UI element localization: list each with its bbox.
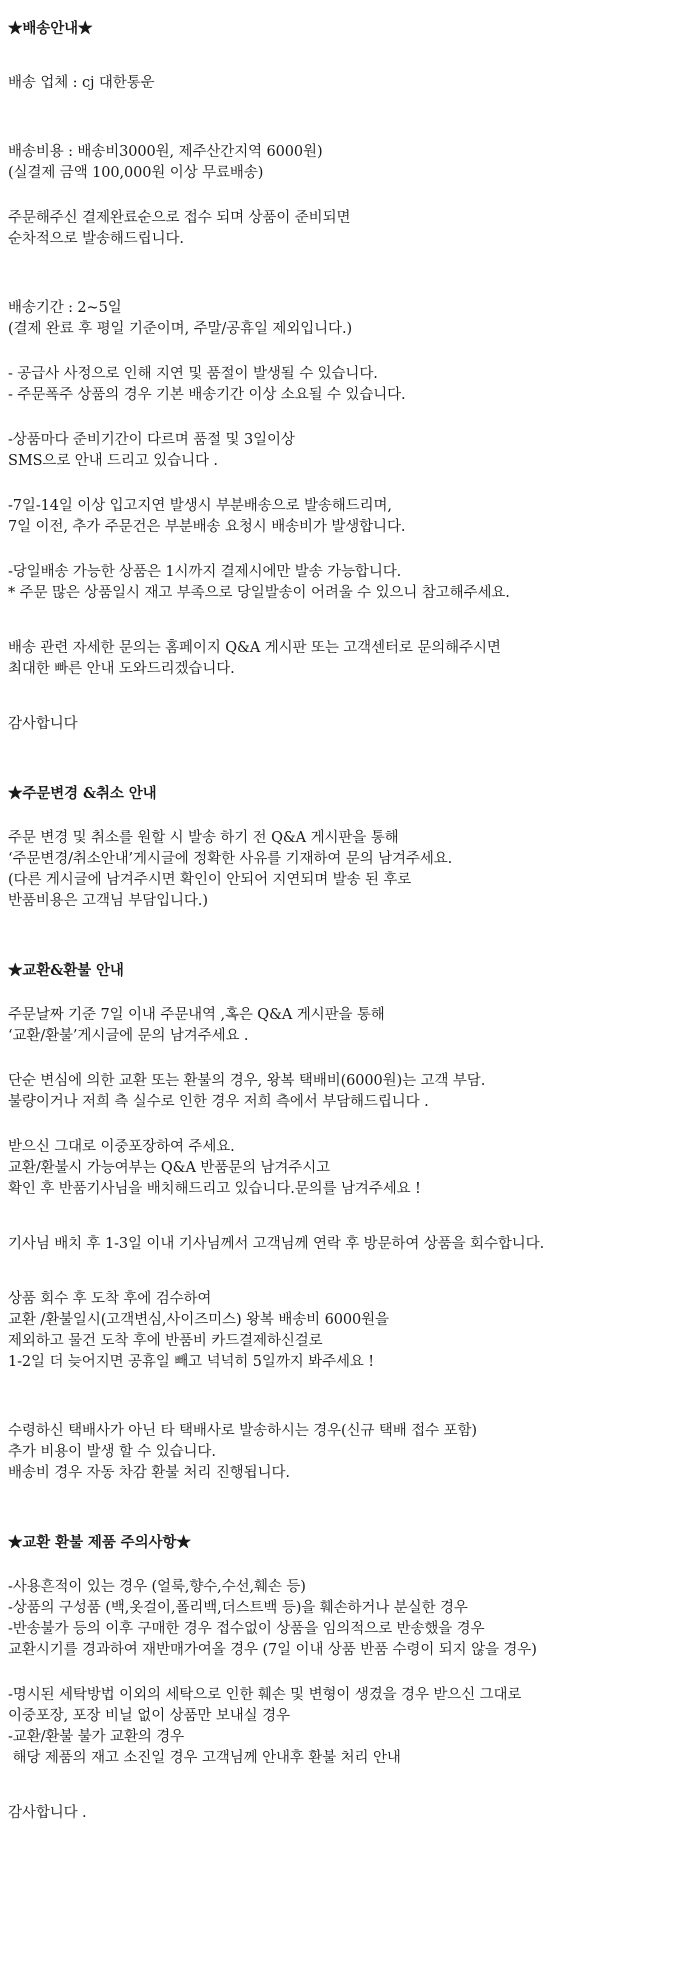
exchange-refund-caution-title-line: ★교환 환불 제품 주의사항★	[8, 1534, 191, 1551]
inspection-after-pickup-line: 교환 /환불일시(고객변심,사이즈미스) 왕복 배송비 6000원을	[8, 1312, 389, 1328]
exchange-refund-title-line: ★교환&환불 안내	[8, 962, 124, 979]
exchange-refund-period-line: 주문날짜 기준 7일 이내 주문내역 ,혹은 Q&A 게시판을 통해	[8, 1007, 385, 1023]
caution-list-1-line: -상품의 구성품 (백,옷걸이,폴리백,더스트백 등)을 훼손하거나 분실한 경우	[8, 1600, 468, 1616]
return-packaging-guide-line: 받으신 그대로 이중포장하여 주세요.	[8, 1139, 235, 1155]
section-spacer	[8, 694, 692, 714]
shipping-fee-line: (실결제 금액 100,000원 이상 무료배송)	[8, 165, 264, 181]
section-spacer	[8, 1127, 692, 1137]
return-packaging-guide	[8, 1137, 692, 1200]
section-spacer	[8, 53, 692, 73]
section-spacer	[8, 1675, 692, 1685]
section-spacer	[8, 749, 692, 783]
change-of-mind-fee	[8, 1071, 692, 1113]
inspection-after-pickup	[8, 1289, 692, 1373]
order-change-title-line: ★주문변경 &취소 안내	[8, 785, 157, 802]
shipping-period	[8, 298, 692, 340]
order-processing-line: 순차적으로 발송해드립니다.	[8, 231, 184, 247]
document-body	[8, 18, 692, 1848]
supply-delay-notice-line: - 공급사 사정으로 인해 지연 및 품절이 발생될 수 있습니다.	[8, 366, 378, 382]
shipping-period-line: (결제 완료 후 평일 기준이며, 주말/공휴일 제외입니다.)	[8, 321, 353, 337]
exchange-refund-period	[8, 1005, 692, 1047]
caution-list-1-line: -반송불가 등의 이후 구매한 경우 접수없이 상품을 임의적으로 반송했을 경우	[8, 1621, 485, 1637]
order-processing	[8, 208, 692, 250]
pickup-schedule	[8, 1234, 692, 1255]
section-spacer	[8, 926, 692, 960]
other-carrier-notice	[8, 1421, 692, 1484]
caution-list-2-line: -교환/환불 불가 교환의 경우	[8, 1729, 185, 1745]
item-prep-notice-line: SMS으로 안내 드리고 있습니다 .	[8, 453, 218, 469]
section-spacer	[8, 1838, 692, 1848]
shipping-carrier-line: 배송 업체 : cj 대한통운	[8, 75, 155, 91]
other-carrier-notice-line: 추가 비용이 발생 할 수 있습니다.	[8, 1444, 216, 1460]
caution-list-1-line: 교환시기를 경과하여 재반매가여올 경우 (7일 이내 상품 반품 수령이 되지 않을 경우)	[8, 1642, 537, 1658]
exchange-refund-caution-title	[8, 1532, 692, 1553]
shipping-guide-title-line: ★배송안내★	[8, 20, 93, 37]
inspection-after-pickup-line: 상품 회수 후 도착 후에 검수하여	[8, 1291, 212, 1307]
section-spacer	[8, 1061, 692, 1071]
section-spacer	[8, 264, 692, 298]
other-carrier-notice-line: 수령하신 택배사가 아닌 타 택배사로 발송하시는 경우(신규 택배 접수 포함)	[8, 1423, 477, 1439]
partial-shipping-notice-line: 7일 이전, 추가 주문건은 부분배송 요청시 배송비가 발생합니다.	[8, 519, 406, 535]
order-change-body-line: 주문 변경 및 취소를 원할 시 발송 하기 전 Q&A 게시판을 통해	[8, 830, 399, 846]
section-spacer	[8, 1387, 692, 1421]
supply-delay-notice-line: - 주문폭주 상품의 경우 기본 배송기간 이상 소요될 수 있습니다.	[8, 387, 406, 403]
change-of-mind-fee-line: 단순 변심에 의한 교환 또는 환불의 경우, 왕복 택배비(6000원)는 고객 부담.	[8, 1073, 486, 1089]
section-spacer	[8, 818, 692, 828]
section-spacer	[8, 1214, 692, 1234]
caution-list-2	[8, 1685, 692, 1769]
return-packaging-guide-line: 교환/환불시 가능여부는 Q&A 반품문의 남겨주시고	[8, 1160, 331, 1176]
caution-list-2-line: -명시된 세탁방법 이외의 세탁으로 인한 훼손 및 변형이 생겼을 경우 받으신 그대로	[8, 1687, 522, 1703]
section-spacer	[8, 1567, 692, 1577]
inquiry-guide-line: 배송 관련 자세한 문의는 홈페이지 Q&A 게시판 또는 고객센터로 문의해주시면	[8, 640, 501, 656]
pickup-schedule-line: 기사님 배치 후 1-3일 이내 기사님께서 고객님께 연락 후 방문하여 상품을 회수합니다.	[8, 1236, 545, 1252]
thanks-1-line: 감사합니다	[8, 716, 78, 732]
caution-list-1	[8, 1577, 692, 1661]
order-change-body-line: ‘주문변경/취소안내’게시글에 정확한 사유를 기재하여 문의 남겨주세요.	[8, 851, 453, 867]
supply-delay-notice	[8, 364, 692, 406]
section-spacer	[8, 354, 692, 364]
thanks-2-line: 감사합니다 .	[8, 1805, 87, 1821]
inspection-after-pickup-line: 제외하고 물건 도착 후에 반품비 카드결제하신걸로	[8, 1333, 323, 1349]
change-of-mind-fee-line: 불량이거나 저희 측 실수로 인한 경우 저희 측에서 부담해드립니다 .	[8, 1094, 429, 1110]
partial-shipping-notice-line: -7일-14일 이상 입고지연 발생시 부분배송으로 발송해드리며,	[8, 498, 392, 514]
exchange-refund-title	[8, 960, 692, 981]
section-spacer	[8, 618, 692, 638]
caution-list-1-line: -사용흔적이 있는 경우 (얼룩,향수,수선,훼손 등)	[8, 1579, 306, 1595]
order-change-body-line: (다른 게시글에 남겨주시면 확인이 안되어 지연되며 발송 된 후로	[8, 872, 412, 888]
section-spacer	[8, 1269, 692, 1289]
same-day-shipping-notice-line: * 주문 많은 상품일시 재고 부족으로 당일발송이 어려울 수 있으니 참고해주세요.	[8, 585, 510, 601]
section-spacer	[8, 995, 692, 1005]
inquiry-guide	[8, 638, 692, 680]
partial-shipping-notice	[8, 496, 692, 538]
section-spacer	[8, 1783, 692, 1803]
thanks-1	[8, 714, 692, 735]
shipping-fee	[8, 142, 692, 184]
caution-list-2-line: 이중포장, 포장 비닐 없이 상품만 보내실 경우	[8, 1708, 290, 1724]
shipping-carrier	[8, 73, 692, 94]
inquiry-guide-line: 최대한 빠른 안내 도와드리겠습니다.	[8, 661, 235, 677]
other-carrier-notice-line: 배송비 경우 자동 차감 환불 처리 진행됩니다.	[8, 1465, 290, 1481]
order-processing-line: 주문해주신 결제완료순으로 접수 되며 상품이 준비되면	[8, 210, 351, 226]
same-day-shipping-notice	[8, 562, 692, 604]
section-spacer	[8, 198, 692, 208]
shipping-period-line: 배송기간 : 2~5일	[8, 300, 122, 316]
section-spacer	[8, 420, 692, 430]
order-change-body-line: 반품비용은 고객님 부담입니다.)	[8, 893, 208, 909]
inspection-after-pickup-line: 1-2일 더 늦어지면 공휴일 빼고 넉넉히 5일까지 봐주세요 !	[8, 1354, 375, 1370]
shipping-guide-title	[8, 18, 692, 39]
item-prep-notice-line: -상품마다 준비기간이 다르며 품절 및 3일이상	[8, 432, 295, 448]
caution-list-2-line: 해당 제품의 재고 소진일 경우 고객님께 안내후 환불 처리 안내	[8, 1750, 401, 1766]
thanks-2	[8, 1803, 692, 1824]
exchange-refund-period-line: ‘교환/환불’게시글에 문의 남겨주세요 .	[8, 1028, 249, 1044]
section-spacer	[8, 108, 692, 142]
item-prep-notice	[8, 430, 692, 472]
section-spacer	[8, 1498, 692, 1532]
order-change-title	[8, 783, 692, 804]
same-day-shipping-notice-line: -당일배송 가능한 상품은 1시까지 결제시에만 발송 가능합니다.	[8, 564, 402, 580]
section-spacer	[8, 486, 692, 496]
section-spacer	[8, 552, 692, 562]
shipping-fee-line: 배송비용 : 배송비3000원, 제주산간지역 6000원)	[8, 144, 323, 160]
order-change-body	[8, 828, 692, 912]
return-packaging-guide-line: 확인 후 반품기사님을 배치해드리고 있습니다.문의를 남겨주세요 !	[8, 1181, 421, 1197]
